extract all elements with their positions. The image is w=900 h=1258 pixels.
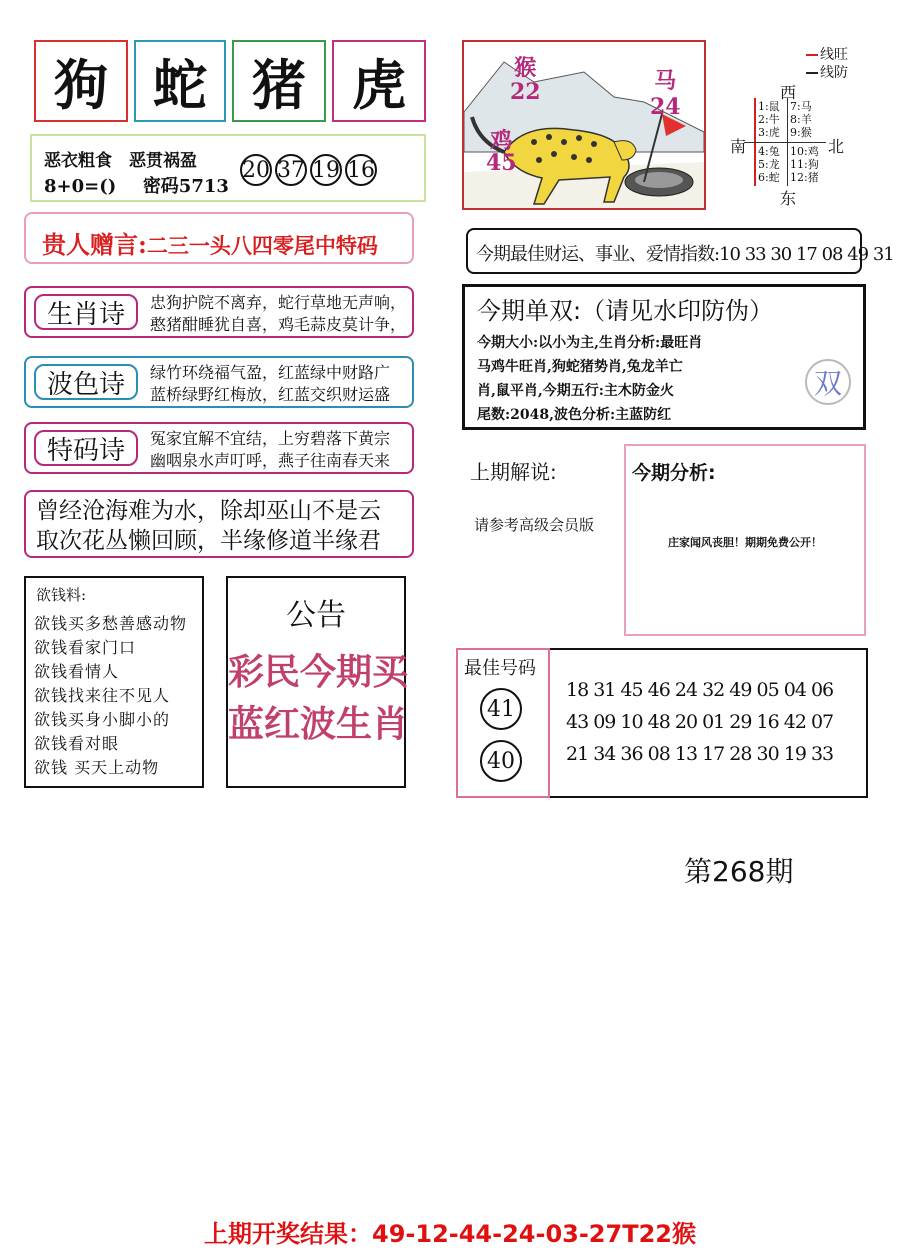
money-riddle-box — [24, 576, 204, 788]
compass-cell: 11:狗 — [790, 158, 819, 171]
compass-cell: 2:牛 — [758, 113, 780, 126]
last-period-title: 上期解说: — [470, 460, 557, 484]
best-numbers-side — [456, 648, 550, 798]
best-number-circle-value: 40 — [487, 748, 515, 774]
zodiac-box-2 — [134, 40, 226, 122]
best-number-circle — [480, 688, 522, 730]
picture-label-horse: 马 — [654, 68, 677, 94]
compass-cell: 9:猴 — [790, 126, 812, 139]
poem-line: 幽咽泉水声叮呼，燕子往南春天来 — [150, 451, 391, 470]
last-result: 上期开奖结果：49-12-44-24-03-27T22猴 — [204, 1220, 696, 1248]
best-numbers-row: 21 34 36 08 13 17 28 30 19 33 — [566, 743, 834, 765]
zodiac-char-3: 猪 — [252, 52, 306, 117]
best-numbers-label: 最佳号码 — [464, 658, 536, 679]
special-code-poem-box — [24, 422, 414, 474]
compass-cell: 5:龙 — [758, 158, 780, 171]
number-circle: 20 — [240, 154, 272, 186]
money-line: 欲钱看家门口 — [34, 638, 137, 657]
leopard-picture — [462, 40, 706, 210]
compass-cell: 1:鼠 — [758, 100, 780, 113]
poem-line: 绿竹环绕福气盈，红蓝绿中财路广 — [150, 363, 391, 382]
picture-number-horse: 24 — [650, 94, 681, 120]
zodiac-char-2: 蛇 — [153, 52, 207, 117]
noble-gift-label: 贵人赠言: — [42, 230, 147, 259]
idiom-box — [30, 134, 426, 202]
notice-box — [226, 576, 409, 788]
compass-north: 北 — [828, 137, 845, 156]
money-riddle-title: 欲钱料: — [36, 586, 87, 604]
single-double-title: 今期单双:（请见水印防伪） — [477, 297, 774, 325]
equation-text: 8+0=() — [44, 176, 117, 197]
compass-cell: 3:虎 — [758, 126, 780, 139]
money-line: 欲钱买身小脚小的 — [34, 710, 171, 729]
picture-label-rooster: 鸡 — [490, 128, 513, 154]
single-double-line: 今期大小:以小为主,生肖分析:最旺肖 — [477, 335, 703, 351]
zodiac-box-1 — [34, 40, 128, 122]
noble-gift-text: 二三一头八四零尾中特码 — [146, 233, 378, 258]
idiom-number-circles — [240, 154, 380, 186]
zodiac-char-4: 虎 — [352, 52, 406, 117]
single-double-line: 马鸡牛旺肖,狗蛇猪势肖,兔龙羊亡 — [477, 359, 683, 375]
poem-label: 生肖诗 — [34, 294, 138, 330]
picture-number-monkey: 22 — [510, 79, 541, 105]
compass-grid — [754, 98, 820, 186]
last-period-text: 请参考高级会员版 — [474, 516, 595, 534]
poem-line: 冤家宜解不宜结，上穷碧落下黄宗 — [150, 429, 391, 448]
best-numbers-row: 18 31 45 46 24 32 49 05 04 06 — [566, 679, 834, 701]
single-double-line: 肖,鼠平肖,今期五行:主木防金火 — [477, 383, 674, 399]
zodiac-char-1: 狗 — [54, 52, 108, 117]
analysis-box — [624, 444, 866, 636]
compass-west: 西 — [780, 83, 797, 102]
poem-line: 忠狗护院不离弃，蛇行草地无声响， — [150, 293, 407, 312]
zodiac-poem-box — [24, 286, 414, 338]
single-double-box — [462, 284, 866, 430]
idiom-line-1: 恶衣粗食 恶贯祸盈 — [44, 151, 197, 171]
money-line: 欲钱看情人 — [34, 662, 120, 681]
legend-prosper: 线旺 — [820, 47, 848, 63]
number-circle: 19 — [310, 154, 342, 186]
compass-cell: 8:羊 — [790, 113, 812, 126]
compass-east: 东 — [780, 189, 797, 208]
wave-color-poem-box — [24, 356, 414, 408]
verse-box — [24, 490, 414, 558]
watermark-text: 双 — [813, 367, 842, 400]
legend-guard: 线防 — [820, 65, 848, 81]
poem-line: 憨猪酣睡犹自喜，鸡毛蒜皮莫计争， — [150, 315, 407, 334]
notice-line-1: 彩民今期买 — [228, 651, 409, 693]
fortune-index-label: 今期最佳财运、事业、爱情指数: — [476, 244, 720, 265]
money-line: 欲钱 买天上动物 — [34, 758, 160, 777]
zodiac-box-3 — [232, 40, 326, 122]
picture-number-rooster: 45 — [486, 150, 517, 176]
notice-line-2: 蓝红波生肖 — [228, 703, 409, 745]
analysis-text: 庄家闻风丧胆！期期免费公开！ — [668, 536, 822, 549]
zodiac-box-4 — [332, 40, 426, 122]
number-circle: 16 — [345, 154, 377, 186]
issue-number: 第268期 — [684, 855, 794, 888]
compass-cell: 12:猪 — [790, 171, 819, 184]
money-line: 欲钱找来往不见人 — [34, 686, 171, 705]
single-double-line: 尾数:2048,波色分析:主蓝防红 — [477, 407, 672, 423]
number-circle: 37 — [275, 154, 307, 186]
code-text: 密码5713 — [142, 176, 229, 197]
compass-south: 南 — [730, 137, 747, 156]
compass-cell: 10:鸡 — [790, 145, 819, 158]
poem-label: 特码诗 — [34, 430, 138, 466]
poem-line: 蓝桥绿野红梅放，红蓝交织财运盛 — [150, 385, 391, 404]
analysis-title: 今期分析: — [632, 462, 716, 484]
noble-gift-banner — [24, 212, 414, 264]
verse-line: 曾经沧海难为水，除却巫山不是云 — [36, 498, 381, 524]
poem-label: 波色诗 — [34, 364, 138, 400]
best-numbers-row: 43 09 10 48 20 01 29 16 42 07 — [566, 711, 834, 733]
best-numbers-box — [456, 648, 868, 798]
compass-cell: 7:马 — [790, 100, 812, 113]
best-number-circle-value: 41 — [487, 696, 515, 722]
fortune-index-box — [466, 228, 894, 274]
picture-label-monkey: 猴 — [514, 55, 537, 81]
compass-cell: 6:蛇 — [758, 171, 780, 184]
notice-title: 公告 — [286, 598, 346, 633]
watermark-circle — [805, 359, 851, 405]
money-line: 欲钱看对眼 — [34, 734, 120, 753]
fortune-index-numbers: 10 33 30 17 08 49 31 — [719, 244, 894, 265]
verse-line: 取次花丛懒回顾，半缘修道半缘君 — [36, 528, 381, 554]
compass-cell: 4:兔 — [758, 145, 780, 158]
money-line: 欲钱买多愁善感动物 — [34, 614, 188, 633]
leopard-illustration — [464, 42, 704, 208]
compass-legend — [806, 46, 848, 82]
best-number-circle — [480, 740, 522, 782]
